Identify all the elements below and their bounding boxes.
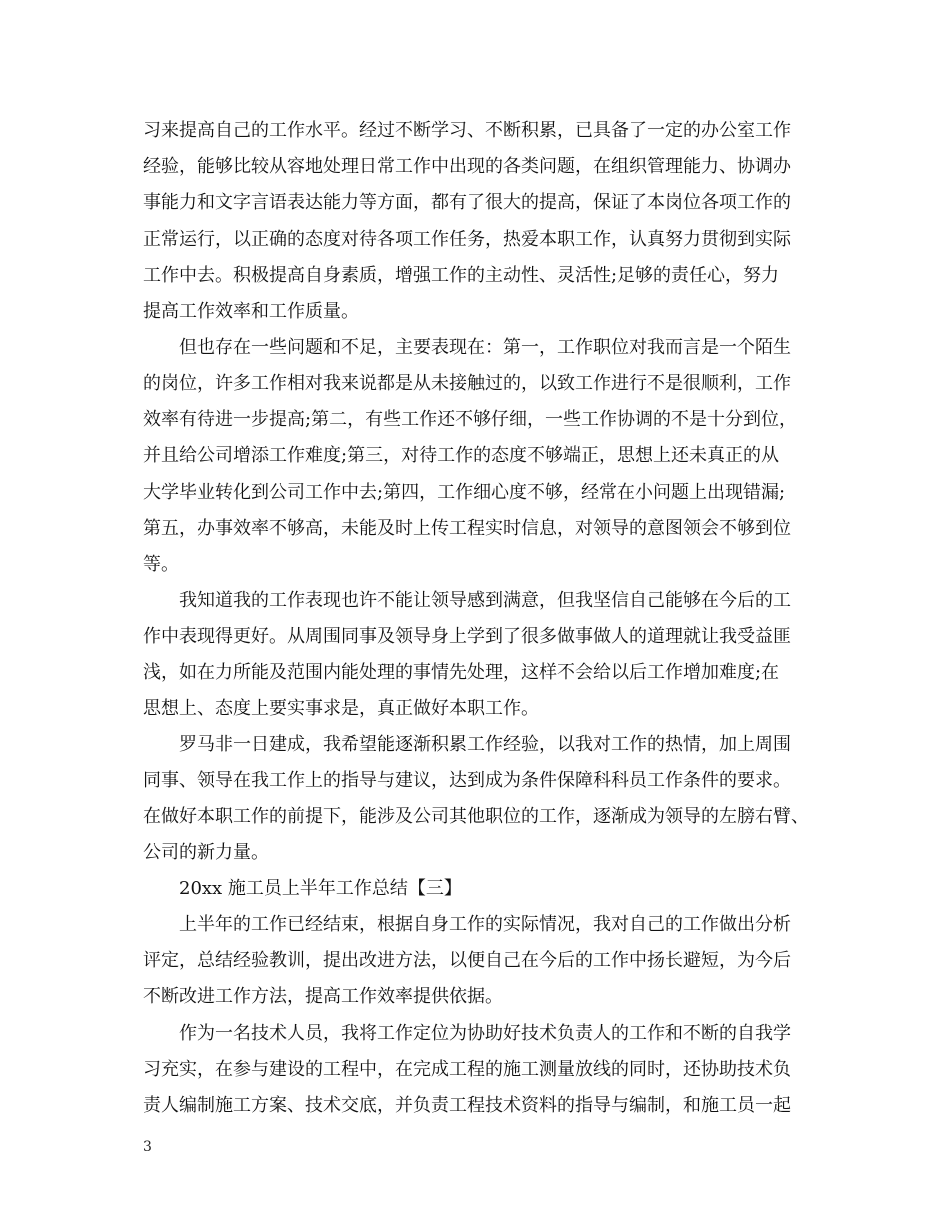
paragraph-line: 等。 xyxy=(143,554,179,575)
section-heading: 20xx 施工员上半年工作总结【三】 xyxy=(179,878,462,899)
paragraph-line: 责人编制施工方案、技术交底，并负责工程技术资料的指导与编制，和施工员一起 xyxy=(143,1095,791,1116)
paragraph-line: 上半年的工作已经结束，根据自身工作的实际情况，我对自己的工作做出分析 xyxy=(179,914,791,935)
paragraph-line: 习来提高自己的工作水平。经过不断学习、不断积累，已具备了一定的办公室工作 xyxy=(143,120,791,141)
paragraph-line: 罗马非一日建成，我希望能逐渐积累工作经验，以我对工作的热情，加上周围 xyxy=(179,734,791,755)
paragraph-line: 评定，总结经验教训，提出改进方法，以便自己在今后的工作中扬长避短，为今后 xyxy=(143,950,791,971)
paragraph-line: 的岗位，许多工作相对我来说都是从未接触过的，以致工作进行不是很顺利，工作 xyxy=(143,373,791,394)
paragraph-line: 不断改进工作方法，提高工作效率提供依据。 xyxy=(143,986,503,1007)
paragraph-line: 并且给公司增添工作难度;第三，对待工作的态度不够端正，思想上还未真正的从 xyxy=(143,445,780,466)
paragraph-line: 事能力和文字言语表达能力等方面，都有了很大的提高，保证了本岗位各项工作的 xyxy=(143,192,791,213)
page-number: 3 xyxy=(143,1139,152,1155)
paragraph-line: 公司的新力量。 xyxy=(143,842,269,863)
paragraph-line: 效率有待进一步提高;第二，有些工作还不够仔细，一些工作协调的不是十分到位， xyxy=(143,409,798,430)
paragraph-line: 浅，如在力所能及范围内能处理的事情先处理，这样不会给以后工作增加难度;在 xyxy=(143,662,780,683)
paragraph-line: 正常运行，以正确的态度对待各项工作任务，热爱本职工作，认真努力贯彻到实际 xyxy=(143,229,791,250)
paragraph-line: 提高工作效率和工作质量。 xyxy=(143,301,359,322)
paragraph-line: 工作中去。积极提高自身素质，增强工作的主动性、灵活性;足够的责任心，努力 xyxy=(143,265,780,286)
paragraph-line: 但也存在一些问题和不足，主要表现在：第一，工作职位对我而言是一个陌生 xyxy=(179,337,791,358)
paragraph-line: 作中表现得更好。从周围同事及领导身上学到了很多做事做人的道理就让我受益匪 xyxy=(143,626,791,647)
paragraph-line: 思想上、态度上要实事求是，真正做好本职工作。 xyxy=(143,698,539,719)
paragraph-line: 大学毕业转化到公司工作中去;第四，工作细心度不够，经常在小问题上出现错漏; xyxy=(143,482,786,503)
paragraph-line: 同事、领导在我工作上的指导与建议，达到成为条件保障科科员工作条件的要求。 xyxy=(143,770,791,791)
paragraph-line: 在做好本职工作的前提下，能涉及公司其他职位的工作，逐渐成为领导的左膀右臂、 xyxy=(143,806,809,827)
paragraph-line: 习充实，在参与建设的工程中，在完成工程的施工测量放线的同时，还协助技术负 xyxy=(143,1059,791,1080)
paragraph-line: 作为一名技术人员，我将工作定位为协助好技术负责人的工作和不断的自我学 xyxy=(179,1023,791,1044)
paragraph-line: 我知道我的工作表现也许不能让领导感到满意，但我坚信自己能够在今后的工 xyxy=(179,590,791,611)
paragraph-line: 经验，能够比较从容地处理日常工作中出现的各类问题，在组织管理能力、协调办 xyxy=(143,156,791,177)
paragraph-line: 第五，办事效率不够高，未能及时上传工程实时信息，对领导的意图领会不够到位 xyxy=(143,518,791,539)
